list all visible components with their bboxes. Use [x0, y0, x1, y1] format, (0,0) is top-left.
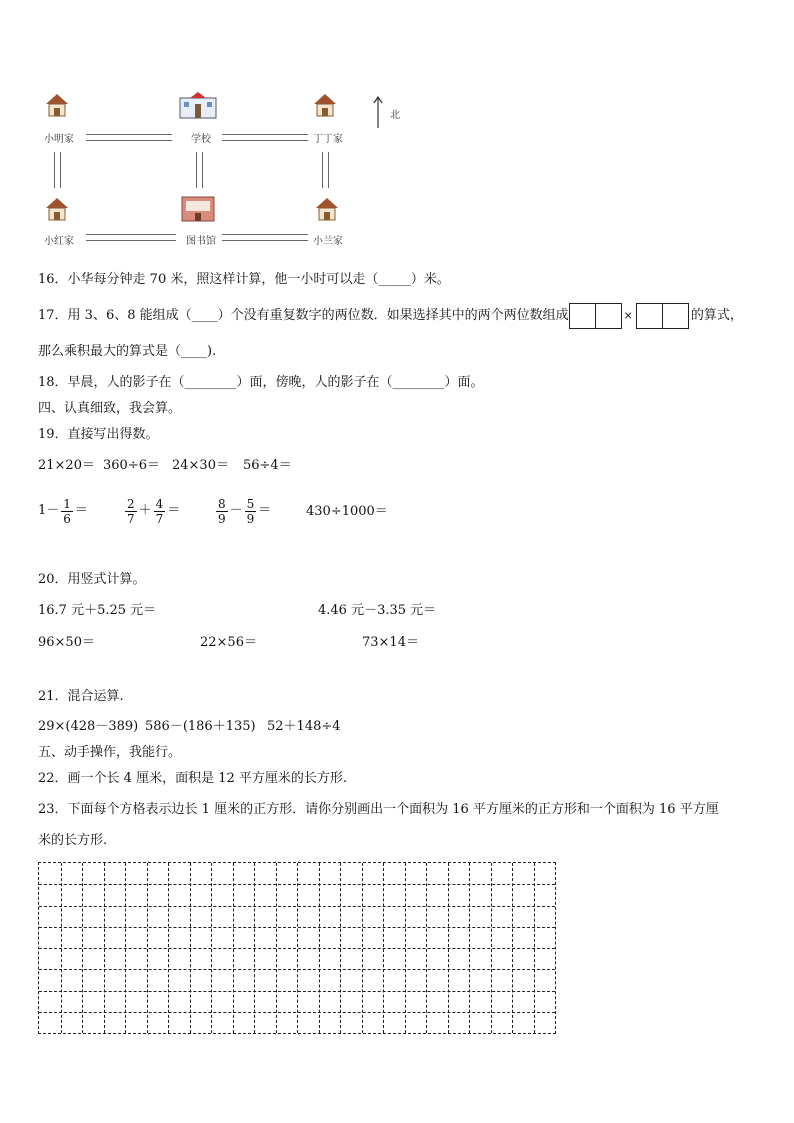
house-icon-dingding [312, 92, 338, 118]
north-arrow-icon [372, 94, 384, 130]
question-22: 22．画一个长 4 厘米，面积是 12 平方厘米的长方形. [38, 771, 348, 786]
calc-20c: 96×50＝ [38, 635, 95, 650]
equals: ＝ [258, 503, 272, 518]
grid-line-horizontal [39, 1012, 555, 1013]
question-19-title: 19．直接写出得数。 [38, 427, 159, 442]
digit-box-3[interactable] [636, 303, 663, 329]
question-17-text: 17．用 3、6、8 能组成（____）个没有重复数字的两位数．如果选择其中的两个两位数组成 [38, 308, 569, 323]
road-school-library [196, 152, 203, 188]
library-icon [180, 193, 216, 223]
road-xiaoming-xiaohong [54, 152, 61, 188]
denominator: 9 [246, 511, 255, 526]
grid-line-horizontal [39, 969, 555, 970]
label-xiaolan: 小兰家 [313, 236, 343, 247]
fraction-1-6 [61, 497, 73, 526]
calc-20d: 22×56＝ [200, 635, 257, 650]
section-5-title: 五、动手操作，我能行。 [38, 745, 182, 760]
school-icon [178, 90, 218, 120]
road-xiaoming-school [86, 134, 172, 141]
question-21-title: 21．混合运算. [38, 689, 124, 704]
numerator: 5 [246, 496, 255, 511]
denominator: 7 [127, 511, 135, 526]
fraction-calc-2 [123, 494, 180, 528]
plus-sign: ＋ [138, 503, 152, 518]
label-xiaoming: 小明家 [44, 134, 74, 145]
house-icon-xiaoming [44, 92, 70, 118]
numerator: 4 [155, 496, 164, 511]
label-school: 学校 [191, 134, 211, 145]
label-library: 图书馆 [186, 236, 216, 247]
question-18: 18．早晨，人的影子在（________）面，傍晚，人的影子在（________）面。 [38, 375, 484, 390]
question-16: 16．小华每分钟走 70 米，照这样计算，他一小时可以走（_____）米。 [38, 272, 450, 287]
denominator: 7 [155, 511, 164, 526]
label-xiaohong: 小红家 [44, 236, 74, 247]
road-dingding-xiaolan [322, 152, 329, 188]
equals: ＝ [74, 503, 88, 518]
grid-line-horizontal [39, 948, 555, 949]
road-library-xiaolan [222, 234, 308, 241]
question-17-line1 [38, 303, 743, 329]
calc-56div4: 56÷4＝ [243, 458, 292, 473]
grid-line-horizontal [39, 906, 555, 907]
north-label: 北 [390, 110, 400, 121]
question-20-title: 20．用竖式计算。 [38, 572, 146, 587]
fraction-calc-3 [214, 494, 271, 528]
fraction-1-prefix: 1－ [38, 503, 60, 518]
digit-box-2[interactable] [595, 303, 622, 329]
road-xiaohong-library [86, 234, 176, 241]
square-grid[interactable] [38, 862, 556, 1034]
denominator: 6 [63, 511, 71, 526]
calc-21a: 29×(428－389) [38, 719, 139, 734]
grid-line-horizontal [39, 991, 555, 992]
calc-21c: 52＋148÷4 [267, 719, 341, 734]
label-dingding: 丁丁家 [313, 134, 343, 145]
house-icon-xiaohong [44, 196, 70, 222]
calc-20a: 16.7 元＋5.25 元＝ [38, 603, 157, 618]
calc-430div1000: 430÷1000＝ [306, 504, 388, 519]
fraction-calc-1 [38, 494, 88, 528]
calc-21x20: 21×20＝ [38, 458, 95, 473]
calc-24x30: 24×30＝ [172, 458, 229, 473]
calc-21b: 586－(186＋135) [145, 719, 256, 734]
road-school-dingding [222, 134, 308, 141]
section-4-title: 四、认真细致，我会算。 [38, 401, 182, 416]
question-23-line2: 米的长方形. [38, 833, 108, 848]
numerator: 2 [127, 496, 135, 511]
fraction-4-7 [154, 497, 166, 526]
calc-20b: 4.46 元－3.35 元＝ [318, 603, 437, 618]
denominator: 9 [218, 511, 226, 526]
grid-line-horizontal [39, 927, 555, 928]
numerator: 8 [218, 496, 226, 511]
times-sign: × [623, 309, 633, 322]
fraction-5-9 [245, 497, 257, 526]
question-23-line1: 23．下面每个方格表示边长 1 厘米的正方形．请你分别画出一个面积为 16 平方厘米的正方形和一个面积为 16 平方厘 [38, 802, 719, 817]
fraction-8-9 [216, 497, 228, 526]
minus-sign: － [229, 503, 243, 518]
grid-line-horizontal [39, 884, 555, 885]
question-17-line2: 那么乘积最大的算式是（____). [38, 344, 217, 359]
calc-360div6: 360÷6＝ [103, 458, 160, 473]
question-17-suffix: 的算式， [690, 308, 743, 323]
fraction-2-7 [125, 497, 137, 526]
calc-20e: 73×14＝ [362, 635, 419, 650]
numerator: 1 [63, 496, 71, 511]
house-icon-xiaolan [314, 196, 340, 222]
equals: ＝ [167, 503, 181, 518]
digit-box-4[interactable] [662, 303, 689, 329]
digit-box-1[interactable] [569, 303, 596, 329]
